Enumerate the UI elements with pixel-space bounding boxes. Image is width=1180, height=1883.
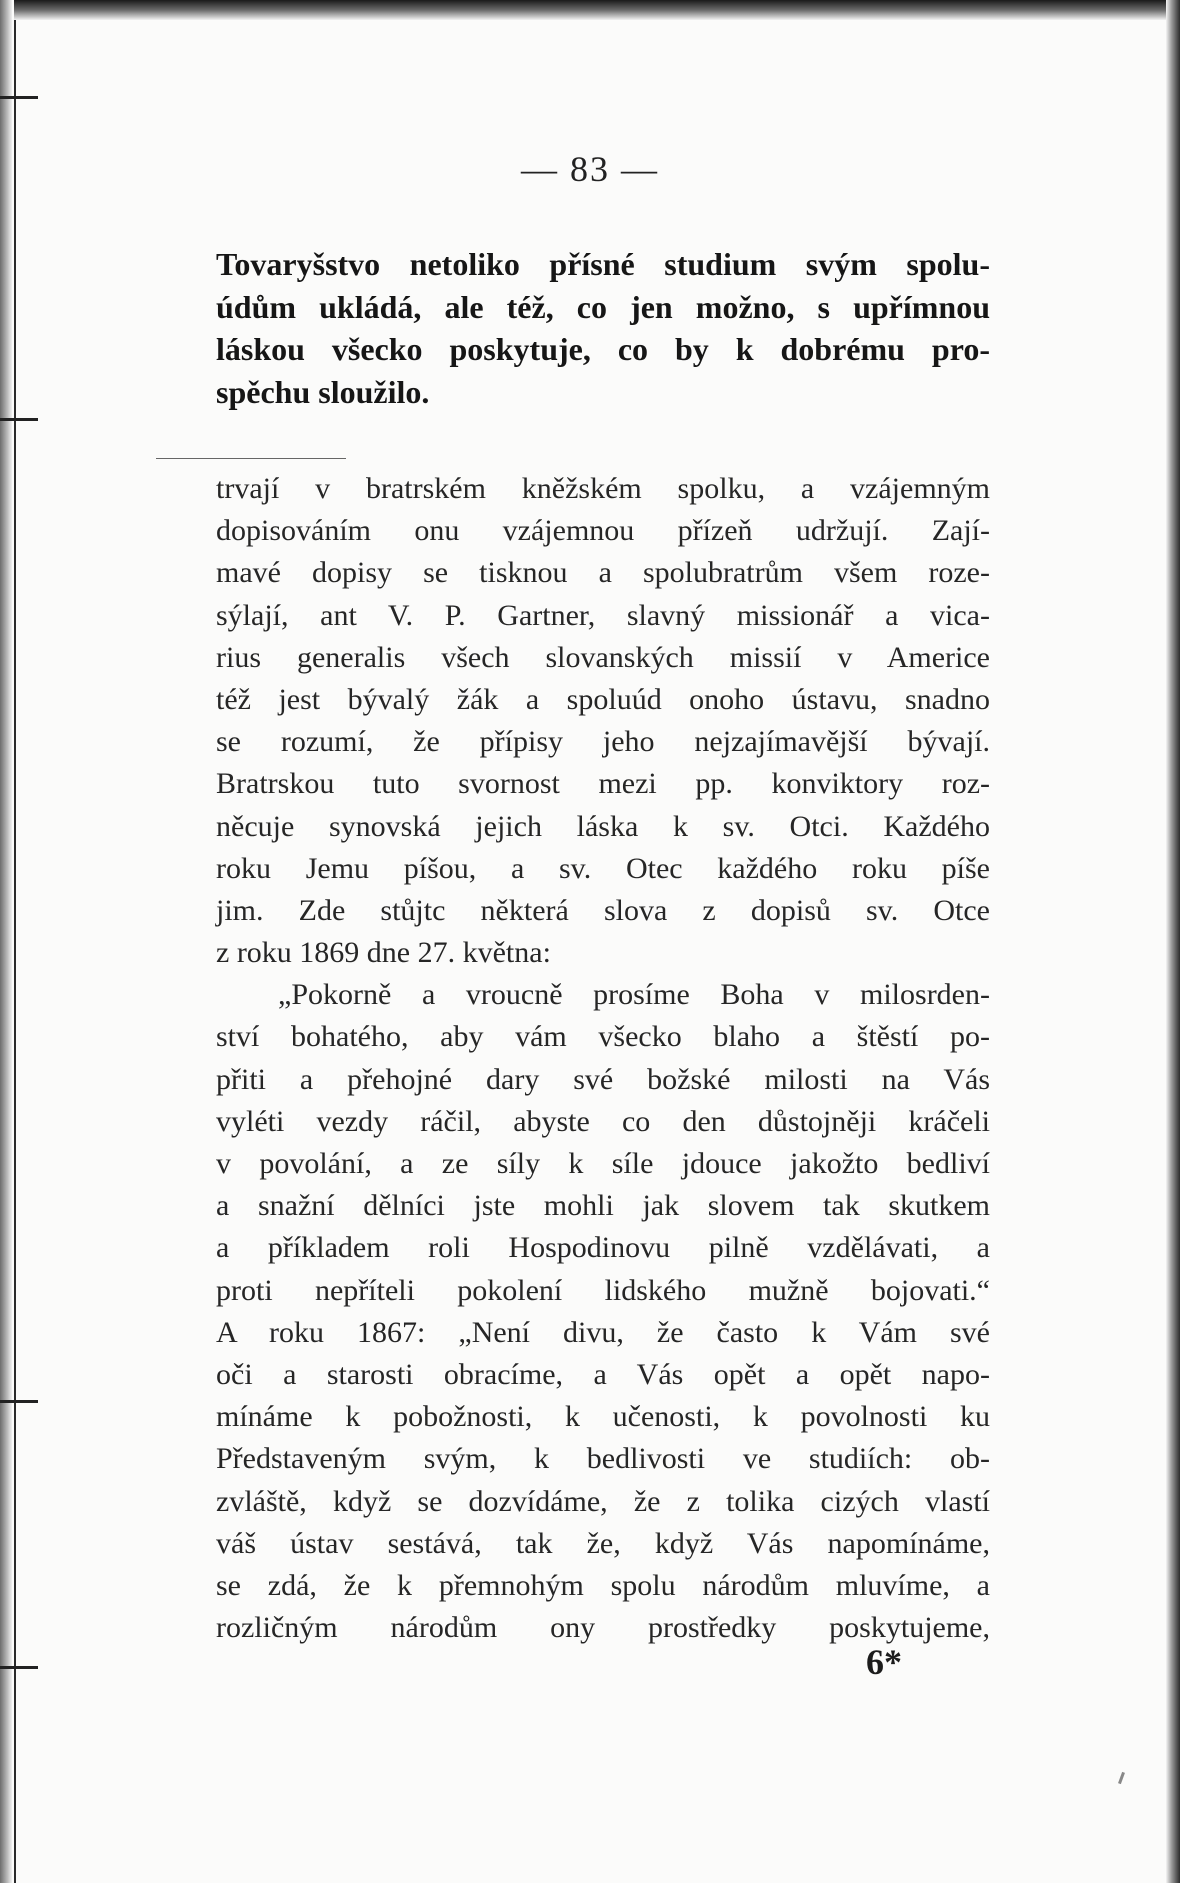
scan-left-edge <box>0 0 12 1883</box>
footnote-line: trvají v bratrském kněžském spolku, a vzájemným <box>216 472 990 505</box>
footnote-line: oči a starosti obracíme, a Vás opět a opět napo- <box>216 1357 990 1391</box>
footnote-line: se rozumí, že přípisy jeho nejzajímavější bývají. <box>216 725 990 759</box>
footnote-line: ství bohatého, aby vám všecko blaho a štěstí po- <box>216 1020 990 1054</box>
footnote-text <box>216 468 990 1649</box>
footnote-line: z roku 1869 dne 27. května: <box>216 936 551 970</box>
footnote-line: vyléti vezdy ráčil, abyste co den důstojněji kráčeli <box>216 1104 990 1138</box>
text-line: láskou všecko poskytuje, co by k dobrému pro- <box>216 331 990 367</box>
page-number: — 83 — <box>521 149 659 189</box>
text-line: Tovaryšstvo netoliko přísné studium svým spolu- <box>216 246 990 282</box>
footnote-line: proti nepříteli pokolení lidského mužně bojovati.“ <box>216 1273 990 1307</box>
footnote-divider <box>156 458 346 459</box>
footnote-line: přiti a přehojné dary své božské milosti na Vás <box>216 1062 990 1096</box>
footnote-line: dopisováním onu vzájemnou přízeň udržují. Zají- <box>216 514 990 548</box>
scan-right-edge <box>1166 0 1180 1883</box>
footnote-line: rozličným národům ony prostředky poskytujeme, <box>216 1611 990 1645</box>
footnote-line: váš ústav sestává, tak že, když Vás napomínáme, <box>216 1526 990 1560</box>
footnote-line: zvláště, když se dozvídáme, že z tolika cizých vlastí <box>216 1484 990 1518</box>
footnote-line: jim. Zde stůjtc některá slova z dopisů sv. Otce <box>216 893 990 927</box>
footnote-line: Představeným svým, k bedlivosti ve studiích: ob- <box>216 1442 990 1476</box>
footnote-line: a příkladem roli Hospodinovu pilně vzdělávati, a <box>216 1231 990 1265</box>
footnote-line: mínáme k pobožnosti, k učenosti, k povolnosti ku <box>216 1400 990 1434</box>
main-paragraph <box>216 243 990 413</box>
footnote-line: sýlají, ant V. P. Gartner, slavný missionář a vica- <box>216 598 990 632</box>
footnote-line: něcuje synovská jejich láska k sv. Otci. Každého <box>216 809 990 843</box>
footnote-line: roku Jemu píšou, a sv. Otec každého roku píše <box>216 851 990 885</box>
scan-left-binding-line <box>14 0 16 1883</box>
footnote-line: a snažní dělníci jste mohli jak slovem tak skutkem <box>216 1189 990 1223</box>
footnote-line: „Pokorně a vroucně prosíme Boha v milosrden- <box>278 978 990 1012</box>
footnote-line: A roku 1867: „Není divu, že často k Vám své <box>216 1315 990 1349</box>
binding-tick <box>0 1400 38 1403</box>
footnote-line: mavé dopisy se tisknou a spolubratrům všem roze- <box>216 556 990 590</box>
footnote-line: rius generalis všech slovanských missií v Americe <box>216 640 990 674</box>
footnote-line: Bratrskou tuto svornost mezi pp. konviktory roz- <box>216 767 990 801</box>
text-line: údům ukládá, ale též, co jen možno, s upřímnou <box>216 288 990 325</box>
scan-speck <box>1118 1772 1125 1784</box>
footnote-line: v povolání, a ze síly k síle jdouce jakožto bedliví <box>216 1147 990 1180</box>
scan-top-edge <box>14 0 1180 20</box>
binding-tick <box>0 96 38 99</box>
footnote-line: též jest bývalý žák a spoluúd onoho ústavu, snadno <box>216 682 990 716</box>
signature-mark: 6* <box>866 1642 902 1682</box>
footnote-line: se zdá, že k přemnohým spolu národům mluvíme, a <box>216 1568 990 1602</box>
binding-tick <box>0 1666 38 1669</box>
text-line: spěchu sloužilo. <box>216 373 430 410</box>
binding-tick <box>0 418 38 421</box>
